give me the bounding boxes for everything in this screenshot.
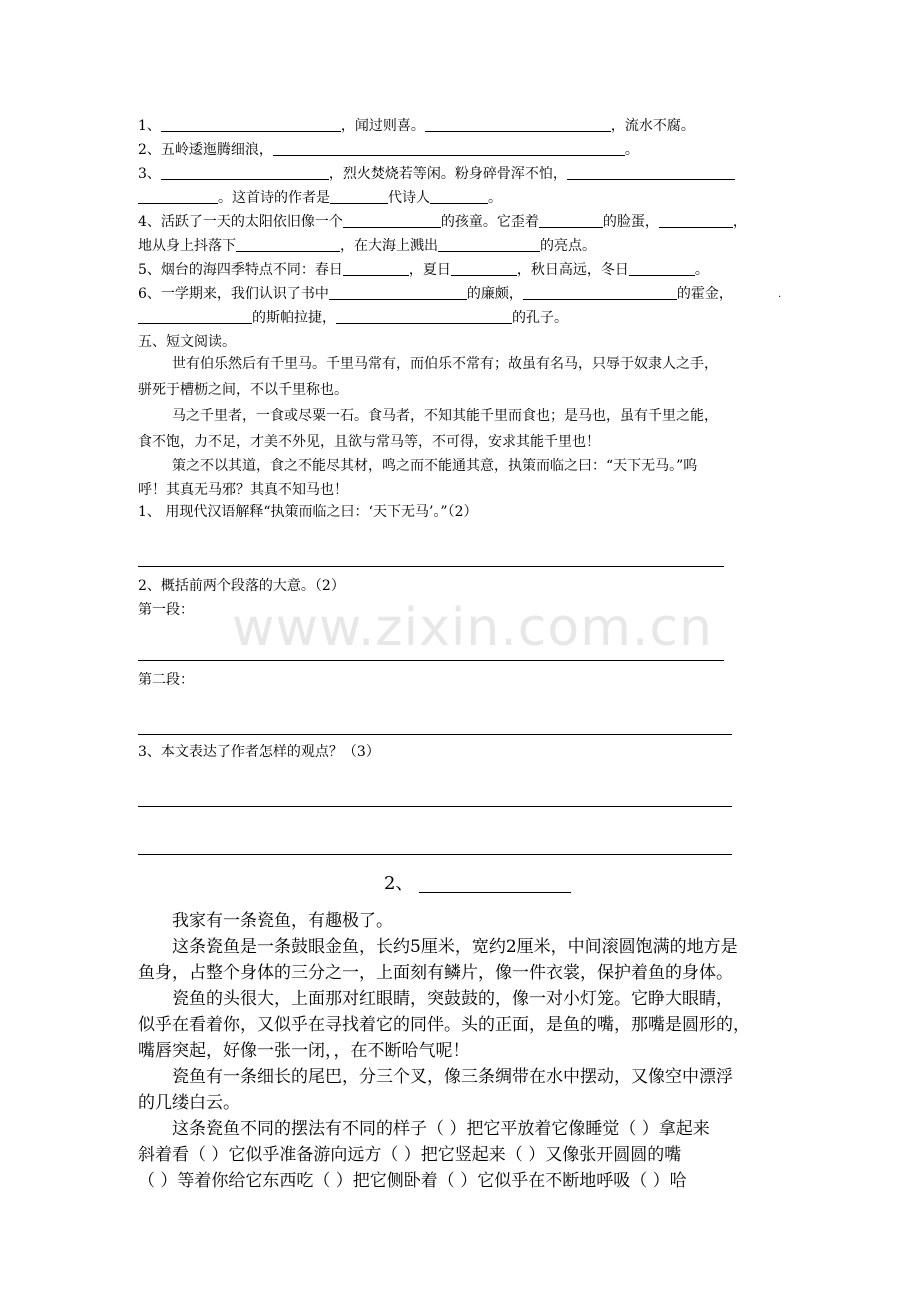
- q2-end: 。: [624, 142, 639, 158]
- q3-number: 3、: [138, 166, 161, 182]
- story-line: 斜着看（ ）它似乎准备游向远方（ ）把它竖起来（ ）又像张开圆圆的嘴: [138, 1145, 682, 1165]
- blank[interactable]: [236, 237, 340, 252]
- passage-p1-line1: 世有伯乐然后有千里马。千里马常有，而伯乐不常有；故虽有名马，只辱于奴隶人之手，: [172, 356, 718, 372]
- q2-text: 2、五岭逶迤腾细浪，: [138, 142, 273, 158]
- blank[interactable]: [161, 117, 341, 132]
- blank[interactable]: [451, 261, 517, 276]
- story-line: 这条瓷鱼不同的摆法有不同的样子（ ）把它平放着它像睡觉（ ）拿起来: [172, 1119, 710, 1139]
- answer-line[interactable]: [138, 806, 732, 807]
- q6-text-b: 的廉颇，: [466, 286, 523, 302]
- part2-heading: [384, 872, 571, 896]
- passage-p3-line1: 策之不以其道，食之不能尽其材，鸣之而不能通其意，执策而临之曰：“天下无马。”呜: [172, 458, 698, 474]
- q3-text: ，烈火焚烧若等闲。粉身碎骨浑不怕，: [328, 166, 567, 182]
- fill-q4: [138, 212, 747, 232]
- answer-line[interactable]: [138, 854, 732, 855]
- q4-text: 4、活跃了一天的太阳依旧像一个: [138, 214, 343, 230]
- q6-line2-text: 的斯帕拉捷，: [252, 310, 336, 326]
- q1-text-end: ，流水不腐。: [610, 118, 695, 134]
- fill-q6-line2: [138, 308, 568, 328]
- q6-text: 6、一学期来，我们认识了书中: [138, 286, 329, 302]
- blank[interactable]: [659, 213, 733, 228]
- title-blank[interactable]: [419, 874, 571, 893]
- fill-q3: [138, 164, 735, 184]
- q4-line2-text-b: ，在大海上溅出: [340, 238, 438, 254]
- q4-text-d: ，: [732, 214, 747, 230]
- q4-line2-text: 地从身上抖落下: [138, 238, 236, 254]
- stray-mark: ·: [778, 292, 782, 303]
- blank[interactable]: [343, 261, 409, 276]
- q3-author-text: 。这首诗的作者是: [218, 190, 330, 206]
- passage-p2-line2: 食不饱，力不足，才美不外见，且欲与常马等，不可得，安求其能千里也！: [138, 434, 600, 450]
- q1-number: 1、: [138, 118, 161, 134]
- blank[interactable]: [330, 189, 388, 204]
- q5-text: 5、烟台的海四季特点不同：春日: [138, 262, 343, 278]
- answer-line[interactable]: [138, 734, 732, 735]
- story-line: （ ）等着你给它东西吃（ ）把它侧卧着（ ）它似乎在不断地呼吸（ ）哈: [138, 1171, 687, 1191]
- q3-dynasty-text: 代诗人: [388, 190, 430, 206]
- question-1: 1、 用现代汉语解释“执策而临之曰：‘天下无马’。”（2）: [138, 504, 478, 520]
- question-3: 3、本文表达了作者怎样的观点？（3）: [138, 744, 380, 760]
- blank[interactable]: [438, 237, 540, 252]
- passage-p2-line1: 马之千里者，一食或尽粟一石。食马者，不知其能千里而食也；是马也，虽有千里之能，: [172, 408, 718, 424]
- blank[interactable]: [138, 309, 252, 324]
- label-second-paragraph: 第二段：: [138, 672, 194, 688]
- blank[interactable]: [430, 189, 488, 204]
- story-line: 我家有一条瓷鱼，有趣极了。: [172, 911, 393, 931]
- fill-q5: [138, 260, 709, 280]
- story-line: 瓷鱼的头很大，上面那对红眼睛，突鼓鼓的，像一对小灯笼。它睁大眼睛，: [172, 989, 733, 1009]
- blank[interactable]: [629, 261, 695, 276]
- blank[interactable]: [343, 213, 441, 228]
- q5-end: 。: [694, 262, 709, 278]
- fill-q6: [138, 284, 733, 304]
- fill-q4-line2: [138, 236, 596, 256]
- q3-end: 。: [488, 190, 502, 206]
- label-first-paragraph: 第一段：: [138, 602, 194, 618]
- q5-text-b: ，夏日: [408, 262, 451, 278]
- watermark: www.zixin.com.cn: [232, 598, 713, 658]
- q6-text-c: 的霍金，: [676, 286, 733, 302]
- story-line: 瓷鱼有一条细长的尾巴，分三个叉，像三条绸带在水中摆动，又像空中漂浮: [172, 1067, 733, 1087]
- story-line: 鱼身，占整个身体的三分之一，上面刻有鳞片，像一件衣裳，保护着鱼的身体。: [138, 963, 733, 983]
- blank[interactable]: [425, 117, 611, 132]
- section-title: 五、短文阅读。: [138, 334, 236, 350]
- part2-heading-number: 2、: [384, 873, 414, 894]
- q5-text-c: ，秋日高远，冬日: [516, 262, 629, 278]
- blank[interactable]: [138, 189, 218, 204]
- story-line: 的几缕白云。: [138, 1093, 240, 1113]
- q6-line2-end: 的孔子。: [512, 310, 568, 326]
- blank[interactable]: [161, 165, 329, 180]
- question-2: 2、概括前两个段落的大意。（2）: [138, 578, 345, 594]
- story-line: 这条瓷鱼是一条鼓眼金鱼，长约5厘米，宽约2厘米，中间滚圆饱满的地方是: [172, 937, 738, 957]
- q1-text: ，闻过则喜。: [340, 118, 425, 134]
- blank[interactable]: [539, 213, 603, 228]
- blank[interactable]: [523, 285, 677, 300]
- passage-p1-line2: 骈死于槽枥之间，不以千里称也。: [138, 382, 348, 398]
- fill-q3-line2: [138, 188, 502, 208]
- passage-p3-line2: 呼！其真无马邪？其真不知马也！: [138, 482, 348, 498]
- blank[interactable]: [273, 141, 625, 156]
- q4-text-c: 的脸蛋，: [602, 214, 659, 230]
- q4-line2-end: 的亮点。: [540, 238, 596, 254]
- blank[interactable]: [329, 285, 467, 300]
- story-line: 似乎在看着你，又似乎在寻找着它的同伴。头的正面，是鱼的嘴，那嘴是圆形的，: [138, 1015, 750, 1035]
- story-line: 嘴唇突起，好像一张一闭，，在不断哈气呢！: [138, 1041, 470, 1061]
- answer-line[interactable]: [138, 566, 724, 567]
- fill-q1: [138, 116, 695, 136]
- fill-q2: [138, 140, 639, 160]
- blank[interactable]: [567, 165, 735, 180]
- blank[interactable]: [336, 309, 512, 324]
- q4-text-b: 的孩童。它歪着: [440, 214, 539, 230]
- answer-line[interactable]: [138, 660, 724, 661]
